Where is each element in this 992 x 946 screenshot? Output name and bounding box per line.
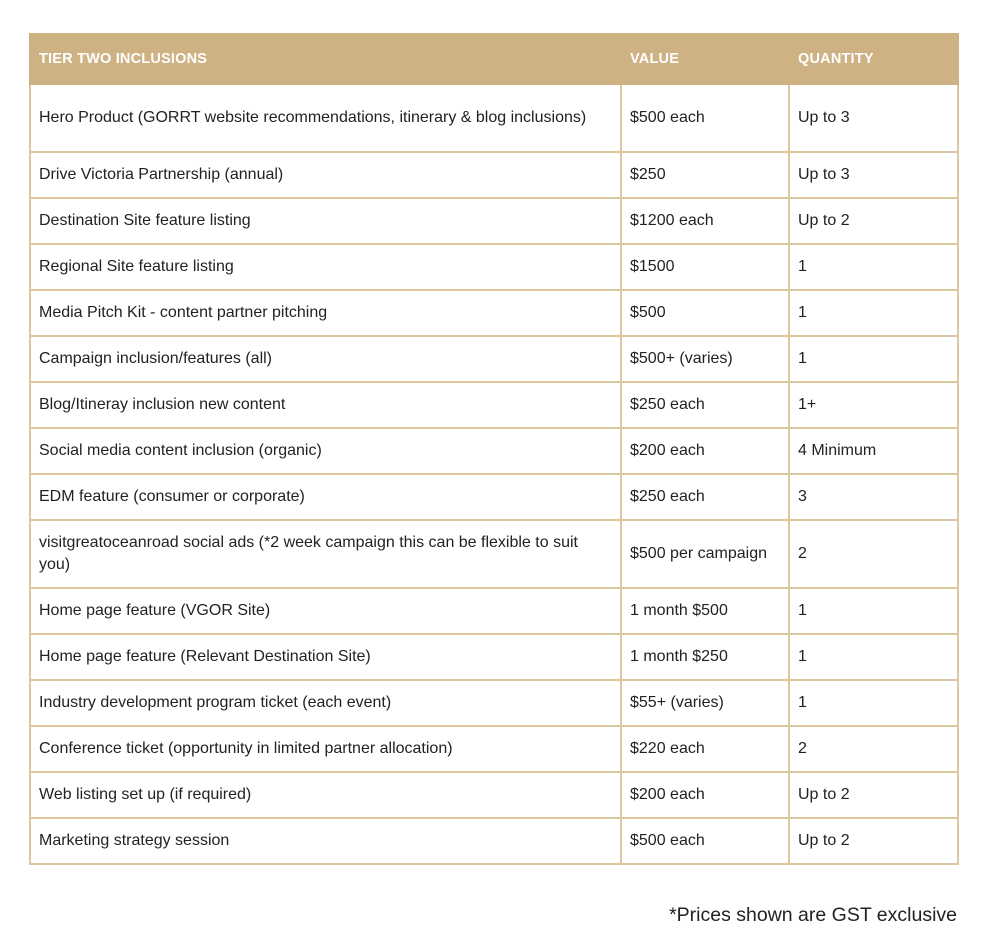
inclusion-cell: Home page feature (Relevant Destination Site) [30,634,621,680]
inclusion-cell: Blog/Itineray inclusion new content [30,382,621,428]
table-row [30,244,958,290]
inclusion-cell: Destination Site feature listing [30,198,621,244]
tier-two-inclusions-table [29,33,959,865]
quantity-cell: 1 [789,336,958,382]
quantity-cell: 2 [789,726,958,772]
quantity-cell: 1 [789,680,958,726]
value-cell: $55+ (varies) [621,680,789,726]
inclusions-table-container [29,33,957,865]
table-row [30,634,958,680]
value-cell: $220 each [621,726,789,772]
quantity-cell: 1 [789,588,958,634]
quantity-cell: Up to 2 [789,772,958,818]
value-cell: $250 [621,152,789,198]
gst-footnote: *Prices shown are GST exclusive [669,904,957,926]
column-header-value: VALUE [621,34,789,84]
value-cell: $200 each [621,772,789,818]
table-row [30,588,958,634]
value-cell: $500 [621,290,789,336]
table-row [30,382,958,428]
inclusion-cell: Regional Site feature listing [30,244,621,290]
quantity-cell: 1 [789,634,958,680]
inclusion-cell: Marketing strategy session [30,818,621,864]
value-cell: $1200 each [621,198,789,244]
column-header-inclusions: TIER TWO INCLUSIONS [30,34,621,84]
table-row [30,520,958,588]
quantity-cell: 1 [789,244,958,290]
value-cell: $500 per campaign [621,520,789,588]
quantity-cell: 1 [789,290,958,336]
value-cell: $500 each [621,84,789,152]
quantity-cell: Up to 2 [789,198,958,244]
inclusion-cell: Social media content inclusion (organic) [30,428,621,474]
table-row [30,84,958,152]
table-row [30,198,958,244]
table-row [30,726,958,772]
table-row [30,680,958,726]
table-row [30,818,958,864]
quantity-cell: 4 Minimum [789,428,958,474]
table-header-row [30,34,958,84]
quantity-cell: Up to 3 [789,152,958,198]
inclusion-cell: EDM feature (consumer or corporate) [30,474,621,520]
inclusion-cell: Home page feature (VGOR Site) [30,588,621,634]
inclusion-cell: Conference ticket (opportunity in limited partner allocation) [30,726,621,772]
value-cell: $500+ (varies) [621,336,789,382]
table-row [30,152,958,198]
value-cell: 1 month $500 [621,588,789,634]
value-cell: 1 month $250 [621,634,789,680]
column-header-quantity: QUANTITY [789,34,958,84]
quantity-cell: 3 [789,474,958,520]
quantity-cell: 1+ [789,382,958,428]
inclusion-cell: Media Pitch Kit - content partner pitching [30,290,621,336]
table-row [30,290,958,336]
table-row [30,428,958,474]
value-cell: $250 each [621,382,789,428]
inclusion-cell: Campaign inclusion/features (all) [30,336,621,382]
table-row [30,772,958,818]
value-cell: $250 each [621,474,789,520]
inclusion-cell: Industry development program ticket (each event) [30,680,621,726]
quantity-cell: Up to 3 [789,84,958,152]
value-cell: $500 each [621,818,789,864]
inclusion-cell: Hero Product (GORRT website recommendations, itinerary & blog inclusions) [30,84,621,152]
table-row [30,336,958,382]
table-row [30,474,958,520]
inclusion-cell: Drive Victoria Partnership (annual) [30,152,621,198]
quantity-cell: Up to 2 [789,818,958,864]
value-cell: $200 each [621,428,789,474]
value-cell: $1500 [621,244,789,290]
inclusion-cell: visitgreatoceanroad social ads (*2 week campaign this can be flexible to suit you) [30,520,621,588]
inclusion-cell: Web listing set up (if required) [30,772,621,818]
quantity-cell: 2 [789,520,958,588]
